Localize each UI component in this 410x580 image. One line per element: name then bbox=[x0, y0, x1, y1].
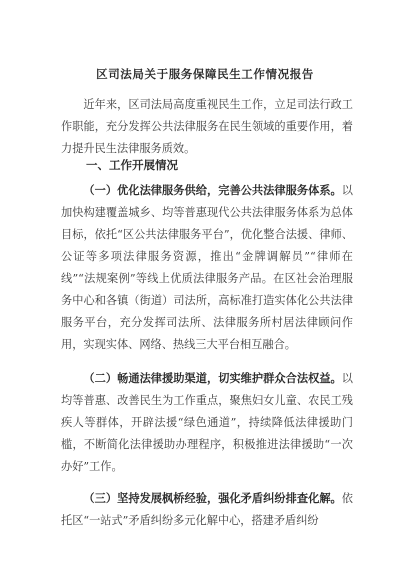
section-heading: 一、工作开展情况 bbox=[86, 158, 178, 172]
item-2-subheading: （二）畅通法律援助渠道，切实维护群众合法权益。 bbox=[83, 372, 342, 385]
paragraph-item-3 bbox=[61, 488, 353, 532]
item-1-text: 以加快构建覆盖城乡、均等普惠现代公共法律服务体系为总体目标，依托“区公共法律服务平台”，优化整合法援、律师、公证等多项法律服务资源，推出“金牌调解员”“律师在线”“法规案例”等线上优质法律服务产品。在区社会治理服务中心和各镇（街道）司法所，高标准打造实体化公共法律服务平台，充分发挥司法所、法律服务所村居法律顾问作用，实现实体、网络、热线三大平台相互融合。 bbox=[61, 184, 353, 351]
item-1-subheading: （一）优化法律服务供给，完善公共法律服务体系。 bbox=[83, 184, 342, 197]
paragraph-item-1 bbox=[61, 180, 353, 356]
intro-paragraph: 近年来，区司法局高度重视民生工作，立足司法行政工作职能，充分发挥公共法律服务在民生领域的重要作用，着力提升民生法律服务质效。 bbox=[61, 98, 353, 155]
item-3-subheading: （三）坚持发展枫桥经验，强化矛盾纠纷排查化解。 bbox=[83, 492, 342, 505]
paragraph-item-2 bbox=[61, 368, 353, 478]
item-3-text: 依托区“一站式”矛盾纠纷多元化解中心，搭建矛盾纠纷 bbox=[61, 492, 353, 527]
item-2-text: 以均等普惠、改善民生为工作重点，聚焦妇女儿童、农民工残疾人等群体，开辟法援“绿色通道”，持续降低法律援助门槛，不断简化法律援助办理程序，积极推进法律援助“一次办好”工作。 bbox=[61, 372, 353, 473]
document-title: 区司法局关于服务保障民生工作情况报告 bbox=[96, 67, 314, 81]
